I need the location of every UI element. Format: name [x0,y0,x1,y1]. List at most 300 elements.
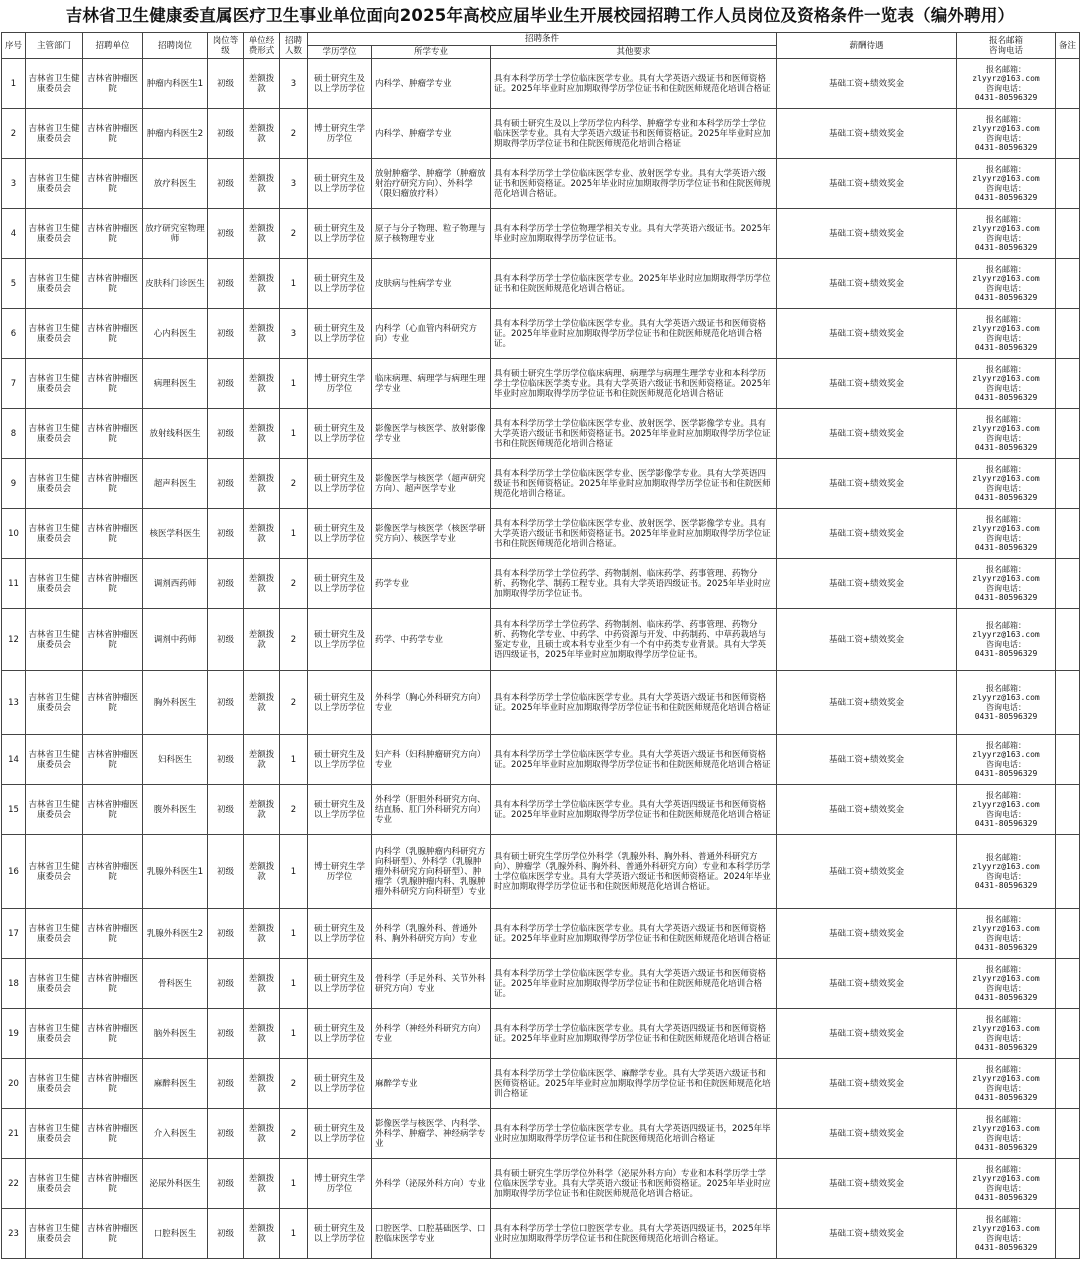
cell-level: 初级 [208,1059,244,1109]
cell-level: 初级 [208,959,244,1009]
cell-dept: 吉林省卫生健康委员会 [26,509,83,559]
header-dept: 主管部门 [26,33,83,59]
cell-post: 核医学科医生 [143,509,208,559]
header-note: 备注 [1056,33,1080,59]
cell-major: 影像医学与核医学（核医学研究方向）、核医学专业 [372,509,491,559]
cell-note [1056,459,1080,509]
cell-other: 具有本科学历学士学位临床医学专业。具有大学英语四级证书，2025年毕业时应加期取得学历学位证书和住院医师规范化培训合格证 [491,1109,777,1159]
cell-post: 脑外科医生 [143,1009,208,1059]
contact-email-label: 报名邮箱： [986,1214,1027,1224]
cell-degree: 硕士研究生及以上学历学位 [308,1059,372,1109]
header-major: 所学专业 [372,46,491,59]
contact-phone: 0431-80596329 [974,393,1038,402]
cell-other: 具有本科学历学士学位药学、药物制剂、临床药学、药事管理、药物分析、药物化学专业、中药学、中药资源与开发、中药制药、中草药栽培与鉴定专业，且硕士或本科专业至少有一个有中药类专业背景。具有大学英语四级证书，2025年毕业时应加期取得学历学位证书。 [491,609,777,671]
contact-email: zlyyrz@163.com [972,974,1040,983]
cell-level: 初级 [208,459,244,509]
cell-major: 皮肤病与性病学专业 [372,259,491,309]
table-row [2,1009,1080,1059]
cell-contact [957,835,1056,909]
cell-degree: 硕士研究生及以上学历学位 [308,309,372,359]
contact-email: zlyyrz@163.com [972,630,1040,639]
cell-seq: 12 [2,609,26,671]
contact-phone-label: 咨询电话： [986,759,1027,769]
cell-post: 肿瘤内科医生1 [143,59,208,109]
cell-major: 内科学、肿瘤学专业 [372,109,491,159]
cell-major: 口腔医学、口腔基础医学、口腔临床医学专业 [372,1209,491,1259]
cell-fund: 差额拨款 [244,509,280,559]
table-row [2,1109,1080,1159]
contact-email-label: 报名邮箱： [986,364,1027,374]
contact-email-label: 报名邮箱： [986,564,1027,574]
contact-phone-label: 咨询电话： [986,983,1027,993]
contact-phone-label: 咨询电话： [986,1133,1027,1143]
contact-email-label: 报名邮箱： [986,790,1027,800]
cell-degree: 硕士研究生及以上学历学位 [308,559,372,609]
cell-post: 放疗研究室物理师 [143,209,208,259]
cell-other: 具有本科学历学士学位临床医学专业。具有大学英语四级证书和医师资格证。2025年毕业时应加期取得学历学位证书和住院医师规范化培训合格证 [491,785,777,835]
cell-fund: 差额拨款 [244,909,280,959]
contact-email: zlyyrz@163.com [972,374,1040,383]
cell-count: 2 [280,109,308,159]
cell-count: 2 [280,459,308,509]
cell-major: 内科学（乳腺肿瘤内科研究方向科研型）、外科学（乳腺肿瘤外科研究方向科研型）、肿瘤学（乳腺肿瘤内科、乳腺肿瘤外科研究方向科研型）专业 [372,835,491,909]
header-unit: 招聘单位 [83,33,143,59]
cell-note [1056,835,1080,909]
cell-note [1056,159,1080,209]
cell-note [1056,359,1080,409]
cell-seq: 10 [2,509,26,559]
contact-email-label: 报名邮箱： [986,1164,1027,1174]
cell-other: 具有本科学历学士学位临床医学专业。具有大学英语四级证书和医师资格证。2025年毕业时应加期取得学历学位证书和住院医师规范化培训合格证 [491,1009,777,1059]
cell-seq: 19 [2,1009,26,1059]
cell-level: 初级 [208,1209,244,1259]
cell-salary: 基础工资+绩效奖金 [777,1109,957,1159]
cell-level: 初级 [208,159,244,209]
contact-email: zlyyrz@163.com [972,174,1040,183]
cell-note [1056,909,1080,959]
header-contact: 报名邮箱 咨询电话 [957,33,1056,59]
cell-post: 调剂中药师 [143,609,208,671]
cell-major: 骨科学（手足外科、关节外科研究方向）专业 [372,959,491,1009]
cell-contact [957,735,1056,785]
contact-phone: 0431-80596329 [974,243,1038,252]
cell-level: 初级 [208,671,244,735]
cell-dept: 吉林省卫生健康委员会 [26,671,83,735]
cell-major: 外科学（神经外科研究方向）专业 [372,1009,491,1059]
cell-dept: 吉林省卫生健康委员会 [26,909,83,959]
cell-fund: 差额拨款 [244,1109,280,1159]
cell-major: 药学专业 [372,559,491,609]
table-row [2,959,1080,1009]
cell-degree: 硕士研究生及以上学历学位 [308,409,372,459]
cell-seq: 14 [2,735,26,785]
cell-seq: 4 [2,209,26,259]
cell-count: 1 [280,835,308,909]
cell-note [1056,409,1080,459]
cell-count: 1 [280,1209,308,1259]
contact-email: zlyyrz@163.com [972,862,1040,871]
cell-post: 皮肤科门诊医生 [143,259,208,309]
cell-count: 1 [280,259,308,309]
cell-fund: 差额拨款 [244,609,280,671]
cell-salary: 基础工资+绩效奖金 [777,1159,957,1209]
cell-degree: 硕士研究生及以上学历学位 [308,209,372,259]
cell-degree: 硕士研究生及以上学历学位 [308,609,372,671]
cell-post: 心内科医生 [143,309,208,359]
contact-phone: 0431-80596329 [974,143,1038,152]
cell-contact [957,959,1056,1009]
cell-salary: 基础工资+绩效奖金 [777,409,957,459]
contact-email: zlyyrz@163.com [972,474,1040,483]
cell-post: 乳腺外科医生1 [143,835,208,909]
cell-dept: 吉林省卫生健康委员会 [26,259,83,309]
cell-note [1056,509,1080,559]
table-row [2,909,1080,959]
cell-note [1056,1159,1080,1209]
cell-major: 临床病理、病理学与病理生理学专业 [372,359,491,409]
header-count: 招聘人数 [280,33,308,59]
cell-unit: 吉林省肿瘤医院 [83,59,143,109]
cell-level: 初级 [208,609,244,671]
cell-fund: 差额拨款 [244,1059,280,1109]
cell-dept: 吉林省卫生健康委员会 [26,1159,83,1209]
cell-other: 具有本科学历学士学位临床医学专业。具有大学英语六级证书和医师资格证。2025年毕业时应加期取得学历学位证书和住院医师规范化培训合格证 [491,735,777,785]
cell-contact [957,309,1056,359]
header-fund: 单位经费形式 [244,33,280,59]
cell-unit: 吉林省肿瘤医院 [83,509,143,559]
cell-fund: 差额拨款 [244,785,280,835]
cell-level: 初级 [208,835,244,909]
table-row [2,459,1080,509]
cell-note [1056,735,1080,785]
contact-phone-label: 咨询电话： [986,483,1027,493]
table-row [2,509,1080,559]
cell-major: 外科学（胸心外科研究方向）专业 [372,671,491,735]
cell-note [1056,1109,1080,1159]
cell-salary: 基础工资+绩效奖金 [777,359,957,409]
cell-unit: 吉林省肿瘤医院 [83,785,143,835]
contact-email: zlyyrz@163.com [972,524,1040,533]
cell-count: 2 [280,1059,308,1109]
cell-count: 1 [280,735,308,785]
cell-dept: 吉林省卫生健康委员会 [26,1059,83,1109]
header-other: 其他要求 [491,46,777,59]
table-row [2,259,1080,309]
contact-email: zlyyrz@163.com [972,800,1040,809]
contact-email: zlyyrz@163.com [972,574,1040,583]
cell-fund: 差额拨款 [244,459,280,509]
cell-major: 内科学、肿瘤学专业 [372,59,491,109]
cell-salary: 基础工资+绩效奖金 [777,959,957,1009]
cell-major: 外科学（乳腺外科、普通外科、胸外科研究方向）专业 [372,909,491,959]
cell-dept: 吉林省卫生健康委员会 [26,609,83,671]
cell-seq: 15 [2,785,26,835]
cell-degree: 硕士研究生及以上学历学位 [308,785,372,835]
cell-count: 2 [280,609,308,671]
cell-contact [957,59,1056,109]
contact-phone-label: 咨询电话： [986,1183,1027,1193]
cell-contact [957,785,1056,835]
cell-other: 具有本科学历学士学位口腔医学专业。具有大学英语四级证书，2025年毕业时应加期取得学历学位证书和住院医师规范化培训合格证。 [491,1209,777,1259]
cell-seq: 18 [2,959,26,1009]
cell-contact [957,259,1056,309]
contact-phone-label: 咨询电话： [986,933,1027,943]
contact-email: zlyyrz@163.com [972,1124,1040,1133]
contact-phone-label: 咨询电话： [986,133,1027,143]
contact-phone: 0431-80596329 [974,1143,1038,1152]
cell-salary: 基础工资+绩效奖金 [777,259,957,309]
contact-phone: 0431-80596329 [974,293,1038,302]
cell-unit: 吉林省肿瘤医院 [83,409,143,459]
cell-post: 胸外科医生 [143,671,208,735]
cell-major: 妇产科（妇科肿瘤研究方向）专业 [372,735,491,785]
table-row [2,1159,1080,1209]
cell-fund: 差额拨款 [244,959,280,1009]
cell-salary: 基础工资+绩效奖金 [777,785,957,835]
contact-phone-label: 咨询电话： [986,702,1027,712]
cell-note [1056,209,1080,259]
cell-other: 具有本科学历学士学位临床医学专业。具有大学英语六级证书和医师资格证。2025年毕业时应加期取得学历学位证书和住院医师规范化培训合格证。 [491,959,777,1009]
cell-contact [957,1009,1056,1059]
cell-other: 具有本科学历学士学位临床医学、麻醉学专业。具有大学英语六级证书和医师资格证。2025年毕业时应加期取得学历学位证书和住院医师规范化培训合格证 [491,1059,777,1109]
contact-phone-label: 咨询电话： [986,83,1027,93]
cell-contact [957,671,1056,735]
cell-fund: 差额拨款 [244,1159,280,1209]
contact-phone-label: 咨询电话： [986,183,1027,193]
cell-level: 初级 [208,785,244,835]
cell-note [1056,559,1080,609]
contact-email: zlyyrz@163.com [972,1224,1040,1233]
cell-unit: 吉林省肿瘤医院 [83,459,143,509]
cell-fund: 差额拨款 [244,309,280,359]
cell-fund: 差额拨款 [244,359,280,409]
contact-phone: 0431-80596329 [974,93,1038,102]
cell-seq: 11 [2,559,26,609]
contact-email: zlyyrz@163.com [972,424,1040,433]
cell-degree: 硕士研究生及以上学历学位 [308,459,372,509]
cell-dept: 吉林省卫生健康委员会 [26,1109,83,1159]
contact-email-label: 报名邮箱： [986,683,1027,693]
contact-phone: 0431-80596329 [974,543,1038,552]
cell-contact [957,1209,1056,1259]
cell-degree: 硕士研究生及以上学历学位 [308,159,372,209]
contact-email: zlyyrz@163.com [972,693,1040,702]
cell-level: 初级 [208,209,244,259]
contact-phone: 0431-80596329 [974,881,1038,890]
cell-fund: 差额拨款 [244,559,280,609]
cell-degree: 硕士研究生及以上学历学位 [308,735,372,785]
cell-count: 1 [280,909,308,959]
cell-count: 1 [280,409,308,459]
cell-unit: 吉林省肿瘤医院 [83,835,143,909]
cell-seq: 22 [2,1159,26,1209]
cell-dept: 吉林省卫生健康委员会 [26,735,83,785]
cell-dept: 吉林省卫生健康委员会 [26,1209,83,1259]
cell-note [1056,609,1080,671]
contact-phone: 0431-80596329 [974,1193,1038,1202]
cell-dept: 吉林省卫生健康委员会 [26,1009,83,1059]
cell-salary: 基础工资+绩效奖金 [777,909,957,959]
cell-post: 骨科医生 [143,959,208,1009]
cell-count: 3 [280,309,308,359]
cell-major: 放射肿瘤学、肿瘤学（肿瘤放射治疗研究方向）、外科学（限妇瘤放疗科） [372,159,491,209]
contact-phone: 0431-80596329 [974,819,1038,828]
cell-salary: 基础工资+绩效奖金 [777,1009,957,1059]
cell-seq: 6 [2,309,26,359]
cell-unit: 吉林省肿瘤医院 [83,359,143,409]
header-salary: 薪酬待遇 [777,33,957,59]
cell-salary: 基础工资+绩效奖金 [777,735,957,785]
contact-phone: 0431-80596329 [974,769,1038,778]
contact-phone: 0431-80596329 [974,1093,1038,1102]
contact-email-label: 报名邮箱： [986,314,1027,324]
cell-salary: 基础工资+绩效奖金 [777,835,957,909]
cell-degree: 博士研究生学历学位 [308,835,372,909]
contact-email-label: 报名邮箱： [986,1064,1027,1074]
cell-count: 1 [280,1159,308,1209]
contact-email-label: 报名邮箱： [986,852,1027,862]
cell-contact [957,509,1056,559]
cell-seq: 16 [2,835,26,909]
contact-phone-label: 咨询电话： [986,809,1027,819]
header-seq: 序号 [2,33,26,59]
cell-dept: 吉林省卫生健康委员会 [26,159,83,209]
cell-level: 初级 [208,1109,244,1159]
cell-degree: 硕士研究生及以上学历学位 [308,671,372,735]
cell-level: 初级 [208,559,244,609]
contact-email: zlyyrz@163.com [972,1074,1040,1083]
cell-level: 初级 [208,1009,244,1059]
contact-phone: 0431-80596329 [974,593,1038,602]
contact-email-label: 报名邮箱： [986,620,1027,630]
contact-email-label: 报名邮箱： [986,740,1027,750]
cell-note [1056,59,1080,109]
cell-count: 3 [280,59,308,109]
table-row [2,671,1080,735]
cell-unit: 吉林省肿瘤医院 [83,1159,143,1209]
cell-fund: 差额拨款 [244,1209,280,1259]
cell-other: 具有硕士研究生学历学位临床病理、病理学与病理生理学专业和本科学历学士学位临床医学类专业。具有大学英语六级证书和医师资格证。2025年毕业时应加期取得学历学位证书和住院医师规范化培训合格证 [491,359,777,409]
contact-phone: 0431-80596329 [974,1043,1038,1052]
contact-email-label: 报名邮箱： [986,1014,1027,1024]
cell-contact [957,159,1056,209]
cell-contact [957,359,1056,409]
cell-unit: 吉林省肿瘤医院 [83,959,143,1009]
cell-dept: 吉林省卫生健康委员会 [26,409,83,459]
cell-major: 内科学（心血管内科研究方向）专业 [372,309,491,359]
cell-count: 3 [280,159,308,209]
cell-count: 1 [280,1009,308,1059]
contact-phone-label: 咨询电话： [986,283,1027,293]
cell-dept: 吉林省卫生健康委员会 [26,785,83,835]
cell-contact [957,609,1056,671]
cell-fund: 差额拨款 [244,835,280,909]
table-row [2,1059,1080,1109]
cell-major: 药学、中药学专业 [372,609,491,671]
cell-dept: 吉林省卫生健康委员会 [26,209,83,259]
cell-other: 具有本科学历学士学位临床医学专业、放射医学专业。具有大学英语六级证书和医师资格证。2025年毕业时应加期取得学历学位证书和住院医师规范化培训合格证。 [491,159,777,209]
cell-degree: 博士研究生学历学位 [308,109,372,159]
cell-note [1056,1009,1080,1059]
cell-degree: 硕士研究生及以上学历学位 [308,509,372,559]
cell-post: 腹外科医生 [143,785,208,835]
cell-seq: 23 [2,1209,26,1259]
cell-major: 影像医学与核医学、内科学、外科学、肿瘤学、神经病学专业 [372,1109,491,1159]
cell-seq: 9 [2,459,26,509]
cell-fund: 差额拨款 [244,109,280,159]
cell-fund: 差额拨款 [244,259,280,309]
table-header [2,33,1080,59]
table-row [2,735,1080,785]
cell-post: 放疗科医生 [143,159,208,209]
cell-salary: 基础工资+绩效奖金 [777,159,957,209]
cell-unit: 吉林省肿瘤医院 [83,109,143,159]
cell-unit: 吉林省肿瘤医院 [83,159,143,209]
header-conditions: 招聘条件 [308,33,777,46]
cell-other: 具有硕士研究生及以上学历学位内科学、肿瘤学专业和本科学历学士学位临床医学专业。具有大学英语六级证书和医师资格证。2025年毕业时应加期取得学历学位证书和住院医师规范化培训合格证 [491,109,777,159]
cell-unit: 吉林省肿瘤医院 [83,1209,143,1259]
cell-unit: 吉林省肿瘤医院 [83,909,143,959]
cell-seq: 21 [2,1109,26,1159]
cell-contact [957,109,1056,159]
contact-phone-label: 咨询电话： [986,1233,1027,1243]
cell-degree: 硕士研究生及以上学历学位 [308,1009,372,1059]
cell-degree: 硕士研究生及以上学历学位 [308,59,372,109]
cell-count: 1 [280,959,308,1009]
cell-seq: 3 [2,159,26,209]
contact-phone-label: 咨询电话： [986,333,1027,343]
contact-email: zlyyrz@163.com [972,324,1040,333]
cell-salary: 基础工资+绩效奖金 [777,1059,957,1109]
cell-contact [957,209,1056,259]
cell-post: 妇科医生 [143,735,208,785]
cell-major: 影像医学与核医学、放射影像学专业 [372,409,491,459]
contact-phone-label: 咨询电话： [986,433,1027,443]
cell-unit: 吉林省肿瘤医院 [83,671,143,735]
cell-post: 调剂西药师 [143,559,208,609]
cell-post: 口腔科医生 [143,1209,208,1259]
cell-degree: 硕士研究生及以上学历学位 [308,909,372,959]
cell-note [1056,1209,1080,1259]
contact-phone: 0431-80596329 [974,343,1038,352]
contact-email: zlyyrz@163.com [972,924,1040,933]
cell-contact [957,409,1056,459]
cell-post: 乳腺外科医生2 [143,909,208,959]
contact-phone-label: 咨询电话： [986,233,1027,243]
cell-unit: 吉林省肿瘤医院 [83,209,143,259]
contact-phone: 0431-80596329 [974,943,1038,952]
cell-contact [957,1059,1056,1109]
contact-phone-label: 咨询电话： [986,871,1027,881]
contact-email-label: 报名邮箱： [986,964,1027,974]
cell-salary: 基础工资+绩效奖金 [777,59,957,109]
cell-note [1056,959,1080,1009]
cell-level: 初级 [208,409,244,459]
cell-dept: 吉林省卫生健康委员会 [26,59,83,109]
contact-phone: 0431-80596329 [974,443,1038,452]
cell-level: 初级 [208,109,244,159]
contact-phone: 0431-80596329 [974,1243,1038,1252]
table-body [2,59,1080,1259]
cell-major: 影像医学与核医学（超声研究方向）、超声医学专业 [372,459,491,509]
cell-other: 具有本科学历学士学位药学、药物制剂、临床药学、药事管理、药物分析、药物化学、制药工程专业。具有大学英语四级证书。2025年毕业时应加期取得学历学位证书。 [491,559,777,609]
cell-other: 具有本科学历学士学位临床医学专业、放射医学、医学影像学专业。具有大学英语六级证书和医师资格证书。2025年毕业时应加期取得学历学位证书和住院医师规范化培训合格证。 [491,509,777,559]
cell-seq: 7 [2,359,26,409]
cell-degree: 硕士研究生及以上学历学位 [308,1209,372,1259]
recruitment-table [1,32,1080,1259]
cell-contact [957,559,1056,609]
table-row [2,209,1080,259]
